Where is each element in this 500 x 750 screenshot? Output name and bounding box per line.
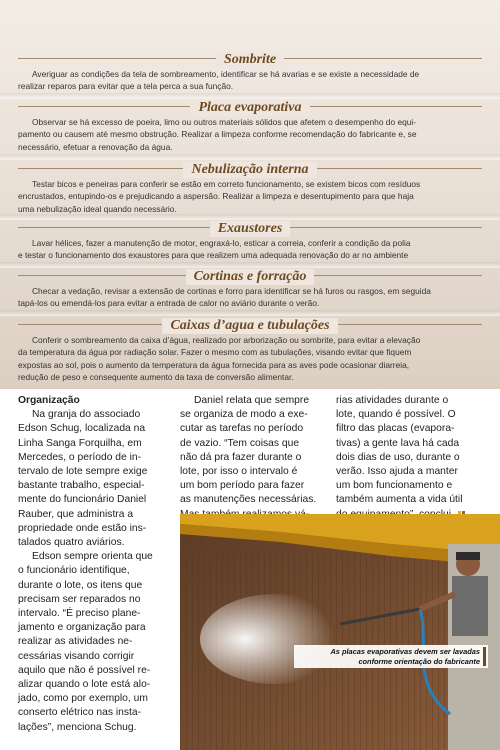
text-line: Na granja do associado [32, 409, 141, 421]
text-line: talados quatro aviários. [18, 537, 125, 549]
photo-illustration [180, 514, 500, 750]
section-body [18, 237, 482, 262]
text-line: rias atividades durante o [336, 395, 449, 406]
text-line: Mercedes, o período de in- [18, 451, 142, 463]
text-line: Averiguar as condições da tela de sombreamento, identificar se há avarias e se existe a necessidade de [32, 69, 420, 79]
text-line: propriedade onde estão ins- [18, 522, 147, 534]
text-line: uma nebulização ideal quando necessário. [18, 203, 177, 214]
text-line: realizar as atividades ne- [18, 636, 133, 648]
section-caixas-agua [18, 316, 482, 384]
column-heading: Organização [18, 395, 80, 406]
section-body [18, 116, 482, 153]
text-line: precisam ser reparados no [18, 593, 141, 605]
section-body [18, 178, 482, 215]
text-line: e testar o funcionamento dos exaustores para que realizem uma adequada renovação do ar no ambiente [18, 250, 409, 261]
text-line: mente do funcionário Daniel [18, 494, 147, 506]
section-sombrite [18, 50, 482, 93]
text-line: Edson Schug, localizada na [18, 423, 146, 435]
text-line: durante o lote, os itens que [18, 579, 143, 591]
article-column-2 [180, 394, 327, 522]
text-line: Daniel relata que sempre [194, 395, 310, 406]
section-title: Cortinas e forração [186, 269, 315, 285]
section-title: Nebulização interna [183, 162, 316, 178]
text-line: redução de peso e consequente aumento da taxa de conversão alimentar. [18, 372, 294, 383]
text-line: filtro das placas (evapora- [336, 423, 455, 435]
section-title: Sombrite [216, 52, 284, 68]
text-line: um bom funcionamento e [336, 480, 453, 492]
text-line: Testar bicos e peneiras para conferir se estão em correto funcionamento, se existem bicos com resíduos [32, 179, 421, 189]
text-line: verão. Isso ajuda a manter [336, 466, 458, 478]
text-line: não dá pra fazer durante o [180, 451, 302, 463]
article-column-3 [336, 394, 484, 522]
evaporative-pad-photo [180, 514, 500, 750]
text-line: realizar reparos para evitar que a tela perca a sua função. [18, 81, 234, 92]
text-line: alizar quando o lote está alo- [18, 679, 151, 691]
text-line: Conferir o sombreamento da caixa d’água, realizado por arborização ou sombrite, para evitar a elevação [32, 335, 421, 345]
text-line: bastante trabalho, especial- [18, 480, 145, 492]
text-line: lações”, menciona Schug. [18, 721, 137, 733]
section-body [18, 285, 482, 310]
text-line: aquilo que não é possível re- [18, 664, 151, 676]
text-line: Edson sempre orienta que [32, 551, 153, 563]
text-line: de vazio. “Tem coisas que [180, 437, 300, 449]
text-line: conserto elétrico nas insta- [18, 707, 142, 719]
text-line: tivas) a gente lava há cada [336, 437, 460, 449]
section-body [18, 334, 482, 384]
text-line: também aumenta a vida útil [336, 494, 463, 506]
text-line: jado, como por exemplo, um [18, 693, 148, 705]
section-placa-evaporativa [18, 98, 482, 153]
text-line: lote, por isso o intervalo é [180, 466, 298, 478]
section-title: Caixas d’agua e tubulações [162, 318, 337, 334]
text-line: Observar se há excesso de poeira, limo ou outros materiais sólidos que afetem o desempenho do equi- [32, 117, 417, 127]
text-line: pamento ou causem até mesmo obstrução. Realizar a limpeza conforme recomendação do fabricante e, se [18, 129, 417, 140]
section-title: Placa evaporativa [190, 100, 309, 116]
text-line: jamento e organização para [18, 622, 146, 634]
text-line: Rauber, que administra a [18, 508, 134, 520]
text-line: cutar as tarefas no período [180, 423, 304, 435]
text-line: cessárias visando corrigir [18, 650, 135, 662]
text-line: expostas ao sol, pois o aumento da temperatura da água fornecida para as aves pode ocasionar diarreia, [18, 359, 410, 370]
text-line: intervalo. “É preciso plane- [18, 608, 141, 620]
caption-line: As placas evaporativas devem ser lavadas [330, 647, 480, 656]
text-line: se organiza de modo a exe- [180, 409, 308, 421]
section-exaustores [18, 219, 482, 262]
caption-line: conforme orientação do fabricante [358, 656, 480, 666]
text-line: lote, quando é possível. O [336, 409, 456, 421]
text-line: da temperatura da água por radiação solar. Fazer o mesmo com as tubulações, visando evitar que fiquem [18, 347, 412, 358]
text-line: as manutenções necessárias. [180, 494, 317, 506]
section-title: Exaustores [210, 221, 291, 237]
section-cortinas [18, 267, 482, 310]
text-line: dois dias de uso, durante o [336, 451, 460, 463]
text-line: tapá-los ou emendá-los para evitar a entrada de calor no aviário durante o verão. [18, 298, 320, 309]
text-line: o funcionário identifique, [18, 565, 130, 577]
photo-caption [294, 645, 488, 668]
text-line: Linha Sanga Forquilha, em [18, 437, 142, 449]
text-line: Lavar hélices, fazer a manutenção de motor, engraxá-lo, esticar a correia, conferir a condição da polia [32, 238, 411, 248]
text-line: tervalo de lote sempre exige [18, 466, 148, 478]
text-line: necessário, efetuar a renovação da água. [18, 141, 173, 152]
article-column-1 [18, 394, 173, 735]
text-line: Checar a vedação, revisar a extensão de cortinas e forro para identificar se há furos ou rasgos, em seguida [32, 286, 431, 296]
text-line: um bom período para fazer [180, 480, 305, 492]
text-line: encrustados, entupindo-os e prejudicando a aspersão. Realizar a limpeza e desentupimento para que haja [18, 191, 414, 202]
section-nebulizacao [18, 160, 482, 215]
section-body [18, 68, 482, 93]
